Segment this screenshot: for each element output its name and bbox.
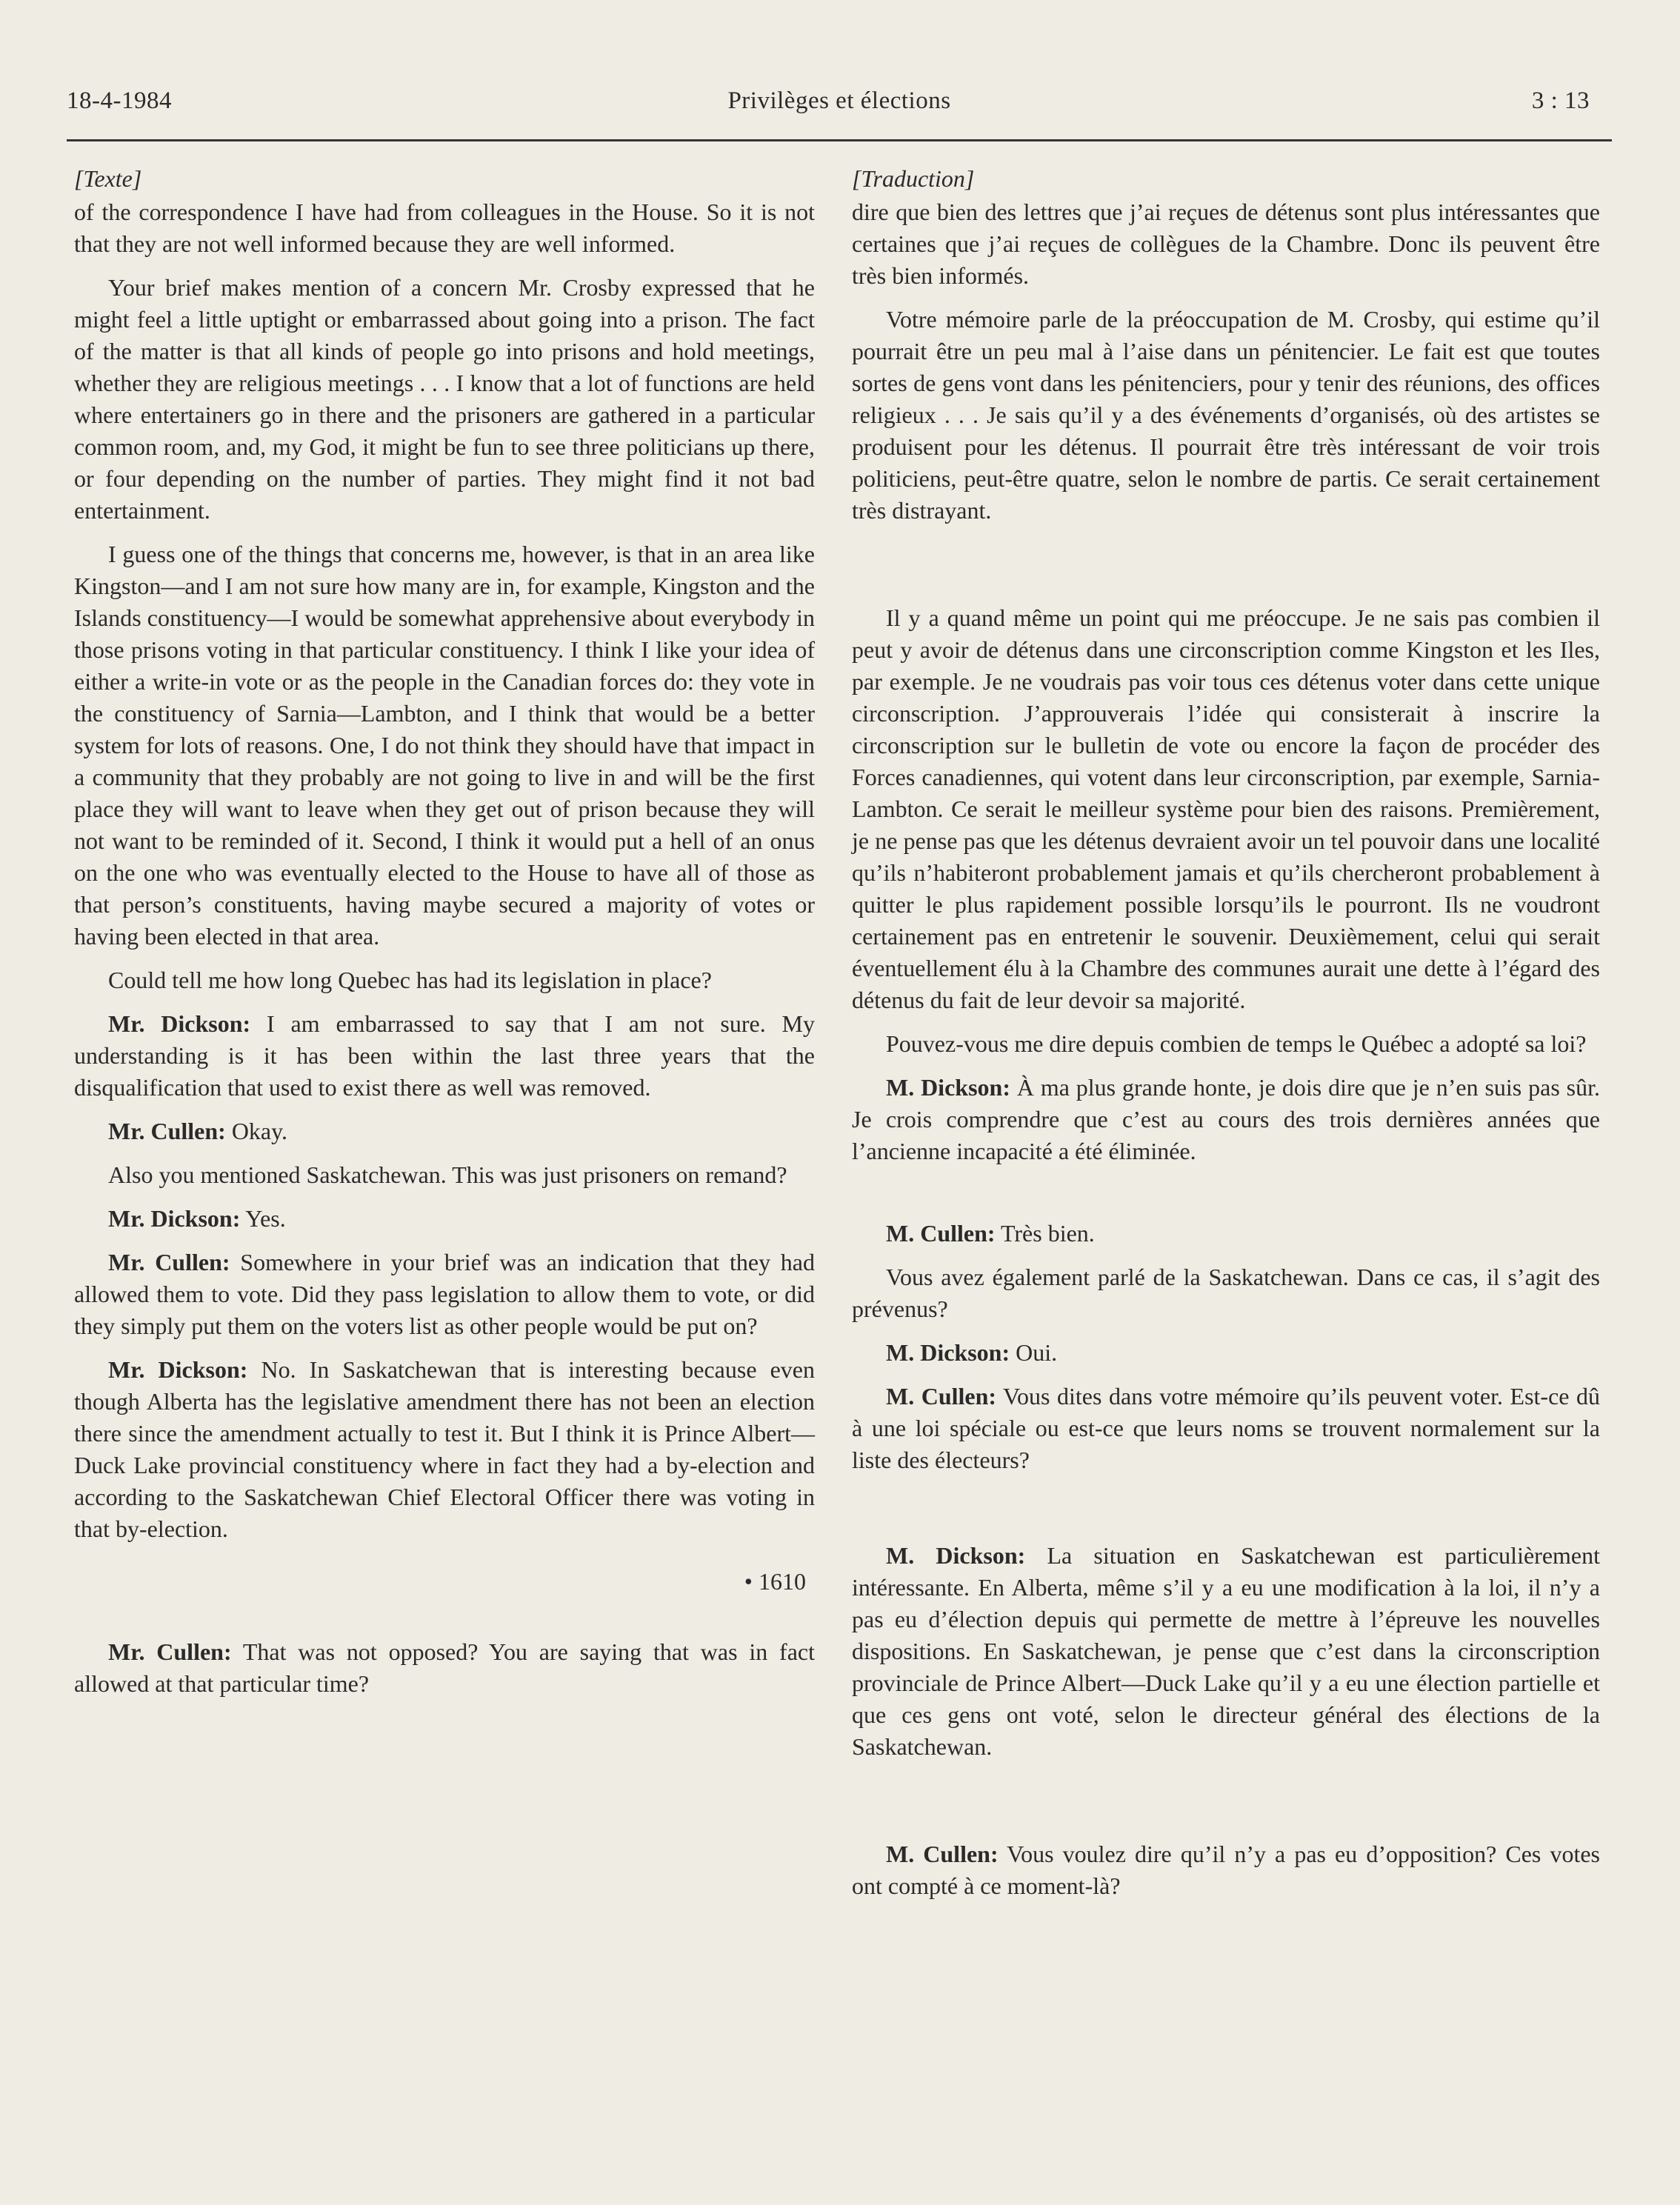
speech-text: Okay. xyxy=(225,1118,288,1144)
speech-paragraph xyxy=(852,1838,1600,1902)
speech-text: Oui. xyxy=(1010,1339,1058,1366)
speaker-name: M. Cullen: xyxy=(886,1841,999,1867)
speaker-name: Mr. Cullen: xyxy=(108,1638,232,1665)
paragraph: Also you mentioned Saskatchewan. This was just prisoners on remand? xyxy=(108,1161,787,1188)
paragraph: Could tell me how long Quebec has had its legislation in place? xyxy=(108,967,712,993)
speech-paragraph xyxy=(74,1008,815,1104)
paragraph: Pouvez-vous me dire depuis combien de temps le Québec a adopté sa loi? xyxy=(886,1030,1587,1057)
header-title: Privilèges et élections xyxy=(727,87,951,114)
speech-text: À ma plus grande honte, je dois dire que je n’en suis pas sûr. Je crois comprendre que c’est au cours des trois dernières années que l’ancienne incapacité a été éliminée. xyxy=(852,1074,1601,1164)
paragraph: Il y a quand même un point qui me préoccupe. Je ne sais pas combien il peut y avoir de détenus dans une circonscription comme Kingston et les Iles, par exemple. Je ne voudrais pas voir tous ces détenus voter dans cette unique circonscription. J’approuverais l’idée qui consisterait à inscrire la circonscription sur le bulletin de vote ou encore la façon de procéder des Forces canadiennes, qui votent dans leur circonscription, par exemple, Sarnia-Lambton. Ce serait le meilleur système pour bien des raisons. Premièrement, je ne pense pas que les détenus devraient avoir un tel pouvoir dans une localité qu’ils n’habiteront probablement jamais et qu’ils chercheront probablement à quitter le plus rapidement possible lorsqu’ils le pourront. Ils ne voudront certainement pas en entretenir le souvenir. Deuxièmement, celui qui serait éventuellement élu à la Chambre des communes aurait une dette à l’égard des détenus du fait de leur devoir sa majorité. xyxy=(852,604,1600,1013)
speech-paragraph xyxy=(852,1218,1600,1250)
paragraph: Your brief makes mention of a concern Mr. Crosby expressed that he might feel a little uptight or embarrassed about going into a prison. The fact of the matter is that all kinds of people go into prisons and hold meetings, whether they are religious meetings . . . I know that a lot of functions are held where entertainers go in there and the prisoners are gathered in a particular common room, and, my God, it might be fun to see three politicians up there, or four depending on the number of parties. They might find it not bad entertainment. xyxy=(74,274,815,524)
paragraph: I guess one of the things that concerns me, however, is that in an area like Kingston—and I am not sure how many are in, for example, Kingston and the Islands constituency—I would be somewhat apprehensive about everybody in those prisons voting in that particular constituency. I think I like your idea of either a write-in vote or as the people in the Canadian forces do: they vote in the constituency of Sarnia—Lambton, and I think that would be a better system for lots of reasons. One, I do not think they should have that impact in a community that they probably are not going to live in and will be the first place they will want to leave when they get out of prison because they will not want to be reminded of it. Second, I think it would put a hell of an onus on the one who was eventually elected to the House to have all of those as that person’s constituents, having maybe secured a majority of votes or having been elected in that area. xyxy=(74,541,815,950)
paragraph: dire que bien des lettres que j’ai reçues de détenus sont plus intéressantes que certaines que j’ai reçues de collègues de la Chambre. Donc ils peuvent être très bien informés. xyxy=(852,199,1600,289)
french-column xyxy=(852,163,1600,1914)
speech-paragraph xyxy=(74,1354,815,1545)
speech-text: Très bien. xyxy=(995,1220,1095,1247)
speech-text: Vous dites dans votre mémoire qu’ils peuvent voter. Est-ce dû à une loi spéciale ou est-ce que leurs noms se trouvent normalement sur la liste des électeurs? xyxy=(852,1383,1601,1473)
section-tag: [Traduction] xyxy=(852,165,975,192)
speaker-name: M. Dickson: xyxy=(886,1339,1010,1366)
speaker-name: M. Dickson: xyxy=(886,1074,1010,1101)
spacer xyxy=(852,1179,1600,1218)
header-page-number: 3 : 13 xyxy=(1531,87,1590,114)
speaker-name: Mr. Cullen: xyxy=(108,1118,226,1144)
speech-text: I am embarrassed to say that I am not sure. My understanding is it has been within the last three years that the disqualification that used to exist there as well was removed. xyxy=(74,1010,816,1101)
speaker-name: M. Cullen: xyxy=(886,1383,997,1410)
paragraph: of the correspondence I have had from colleagues in the House. So it is not that they are not well informed because they are well informed. xyxy=(74,199,815,257)
time-stamp: • 1610 xyxy=(744,1568,806,1595)
speaker-name: Mr. Dickson: xyxy=(108,1205,241,1232)
speech-text: Vous voulez dire qu’il n’y a pas eu d’opposition? Ces votes ont compté à ce moment-là? xyxy=(852,1841,1601,1899)
speech-paragraph xyxy=(74,1247,815,1342)
speaker-name: M. Dickson: xyxy=(886,1542,1026,1569)
speaker-name: M. Cullen: xyxy=(886,1220,996,1247)
speaker-name: Mr. Cullen: xyxy=(108,1249,230,1275)
speech-paragraph xyxy=(74,1115,815,1147)
speaker-name: Mr. Dickson: xyxy=(108,1356,248,1383)
speech-text: That was not opposed? You are saying that was in fact allowed at that particular time? xyxy=(74,1638,816,1697)
page-header xyxy=(67,87,1612,141)
speech-paragraph xyxy=(852,1540,1600,1763)
spacer xyxy=(852,1488,1600,1540)
speech-paragraph xyxy=(74,1203,815,1235)
paragraph: Votre mémoire parle de la préoccupation de M. Crosby, qui estime qu’il pourrait être un peu mal à l’aise dans un pénitencier. Le fait est que toutes sortes de gens vont dans les pénitenciers, pour y tenir des réunions, des offices religieux . . . Je sais qu’il y a des événements d’organisés, où des artistes se produisent pour les détenus. Il pourrait être très intéressant de voir trois politiciens, peut-être quatre, selon le nombre de partis. Ce serait certainement très distrayant. xyxy=(852,306,1600,524)
speech-paragraph xyxy=(852,1072,1600,1167)
speech-text: Somewhere in your brief was an indication that they had allowed them to vote. Did they pass legislation to allow them to vote, or did they simply put them on the voters list as other people would be put on? xyxy=(74,1249,816,1339)
spacer xyxy=(852,1775,1600,1838)
header-date: 18-4-1984 xyxy=(67,87,172,114)
speaker-name: Mr. Dickson: xyxy=(108,1010,251,1037)
english-column xyxy=(74,163,815,1712)
speech-text: La situation en Saskatchewan est particulièrement intéressante. En Alberta, même s’il y a eu une modification à la loi, il n’y a pas eu d’élection depuis qui permette de mettre à l’épreuve les nouvelles dispositions. En Saskatchewan, je pense que c’est dans la circonscription provinciale de Prince Albert—Duck Lake qu’il y a eu une élection partielle et que ces gens ont voté, selon le directeur général des élections de la Saskatchewan. xyxy=(852,1542,1601,1760)
speech-paragraph xyxy=(852,1337,1600,1369)
section-tag: [Texte] xyxy=(74,165,142,192)
speech-text: Yes. xyxy=(240,1205,286,1232)
speech-paragraph xyxy=(852,1381,1600,1476)
speech-paragraph xyxy=(74,1636,815,1700)
speech-text: No. In Saskatchewan that is interesting because even though Alberta has the legislative amendment there has not been an election there since the amendment actually to test it. But I think it is Prince Albert—Duck Lake provincial constituency where in fact they had a by-election and according to the Saskatchewan Chief Electoral Officer there was voting in that by-election. xyxy=(74,1356,816,1542)
spacer xyxy=(852,538,1600,602)
paragraph: Vous avez également parlé de la Saskatchewan. Dans ce cas, il s’agit des prévenus? xyxy=(852,1264,1600,1322)
